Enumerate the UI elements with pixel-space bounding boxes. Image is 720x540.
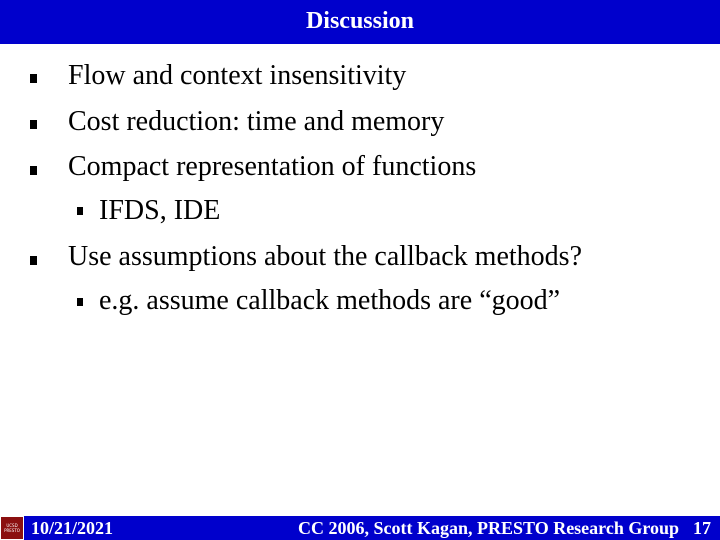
slide-title: Discussion	[305, 7, 415, 34]
presto-logo	[0, 516, 24, 540]
bullet-text: Cost reduction: time and memory	[68, 106, 445, 137]
bullet-item	[68, 60, 406, 92]
bullet-icon	[30, 74, 37, 83]
logo-line: UCSD	[6, 523, 18, 528]
sub-bullet-icon	[77, 298, 83, 306]
sub-bullet-text: e.g. assume callback methods are “good”	[99, 285, 561, 316]
bullet-item	[68, 241, 582, 273]
page-number: 17	[693, 518, 711, 538]
title-bar	[0, 0, 720, 44]
footer-date: 10/21/2021	[31, 518, 114, 538]
bullet-item	[68, 151, 476, 183]
bullet-icon	[30, 120, 37, 129]
sub-bullet-icon	[77, 207, 83, 215]
bullet-icon	[30, 166, 37, 175]
bullet-icon	[30, 256, 37, 265]
bullet-text: Flow and context insensitivity	[68, 60, 407, 91]
sub-bullet-item	[99, 195, 220, 227]
footer-credit: CC 2006, Scott Kagan, PRESTO Research Group	[298, 518, 680, 538]
logo-line: PRESTO	[4, 528, 20, 533]
sub-bullet-text: IFDS, IDE	[99, 195, 221, 226]
bullet-text: Compact representation of functions	[68, 151, 477, 182]
sub-bullet-item	[99, 285, 560, 317]
bullet-text: Use assumptions about the callback methods?	[68, 241, 582, 272]
bullet-item	[68, 106, 444, 138]
